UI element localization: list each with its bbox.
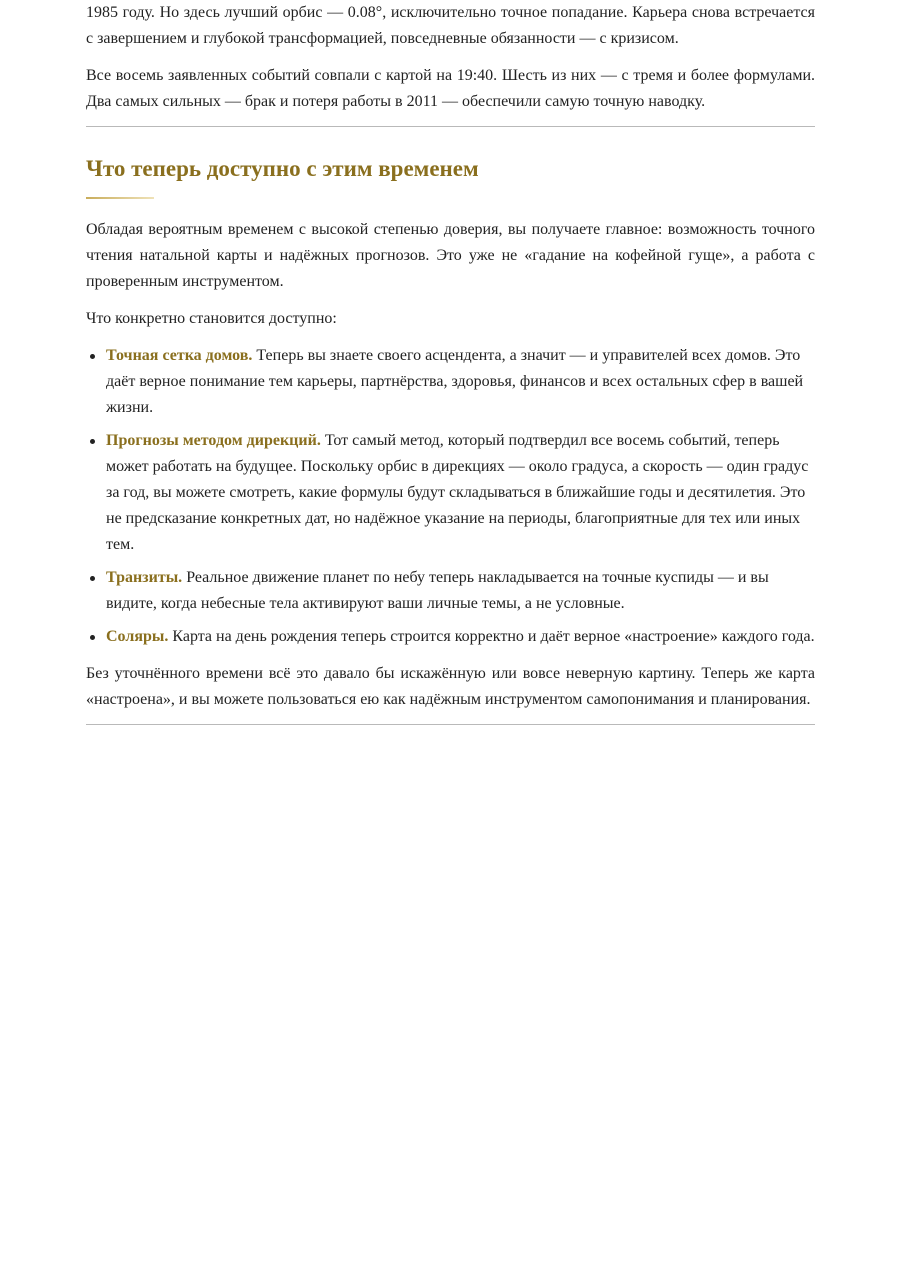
article-body: [86, 0, 815, 725]
list-item-term: Прогнозы методом дирекций.: [106, 432, 321, 449]
section-conclusion: Без уточнённого времени всё это давало бы искажённую или вовсе неверную картину. Теперь же карта «настроена», и вы можете пользоваться ею как надёжным инструментом самопонимания и планирования.: [86, 665, 815, 708]
list-lead: Что конкретно становится доступно:: [86, 310, 337, 327]
features-list: [86, 343, 815, 650]
section-heading: Что теперь доступно с этим временем: [86, 156, 479, 181]
list-item-term: Транзиты.: [106, 569, 183, 586]
list-item-houses: [106, 343, 815, 421]
list-item-directions: [106, 428, 815, 558]
list-item-text: Карта на день рождения теперь строится корректно и даёт верное «настроение» каждого года.: [168, 628, 815, 645]
section-divider-bottom: [86, 724, 815, 725]
list-item-term: Соляры.: [106, 628, 169, 645]
list-item-text: Реальное движение планет по небу теперь накладывается на точные куспиды — и вы видите, когда небесные тела активируют ваши личные темы, а не условные.: [106, 569, 769, 612]
heading-accent-bar: [86, 197, 154, 199]
paragraph-orbis: 1985 году. Но здесь лучший орбис — 0.08°, исключительно точное попадание. Карьера снова встречается с завершением и глубокой трансформацией, повседневные обязанности — с кризисом.: [86, 4, 815, 47]
section-intro: Обладая вероятным временем с высокой степенью доверия, вы получаете главное: возможность точного чтения натальной карты и надёжных прогнозов. Это уже не «гадание на кофейной гуще», а работа с проверенным инструментом.: [86, 221, 815, 290]
list-item-text: Теперь вы знаете своего асцендента, а значит — и управителей всех домов. Это даёт верное понимание тем карьеры, партнёрства, здоровья, финансов и всех остальных сфер в вашей жизни.: [106, 347, 804, 416]
paragraph-events-summary: Все восемь заявленных событий совпали с картой на 19:40. Шесть из них — с тремя и более формулами. Два самых сильных — брак и потеря работы в 2011 — обеспечили самую точную наводку.: [86, 67, 815, 110]
list-item-transits: [106, 565, 815, 617]
list-item-text: Тот самый метод, который подтвердил все восемь событий, теперь может работать на будущее. Поскольку орбис в дирекциях — около градуса, а скорость — один градус за год, вы можете смотреть, какие формулы будут складываться в ближайшие годы и десятилетия. Это не предсказание конкретных дат, но надёжное указание на периоды, благоприятные для тех или иных тем.: [106, 432, 809, 553]
section-divider: [86, 126, 815, 127]
list-item-solar-returns: [106, 624, 815, 650]
list-item-term: Точная сетка домов.: [106, 347, 253, 364]
